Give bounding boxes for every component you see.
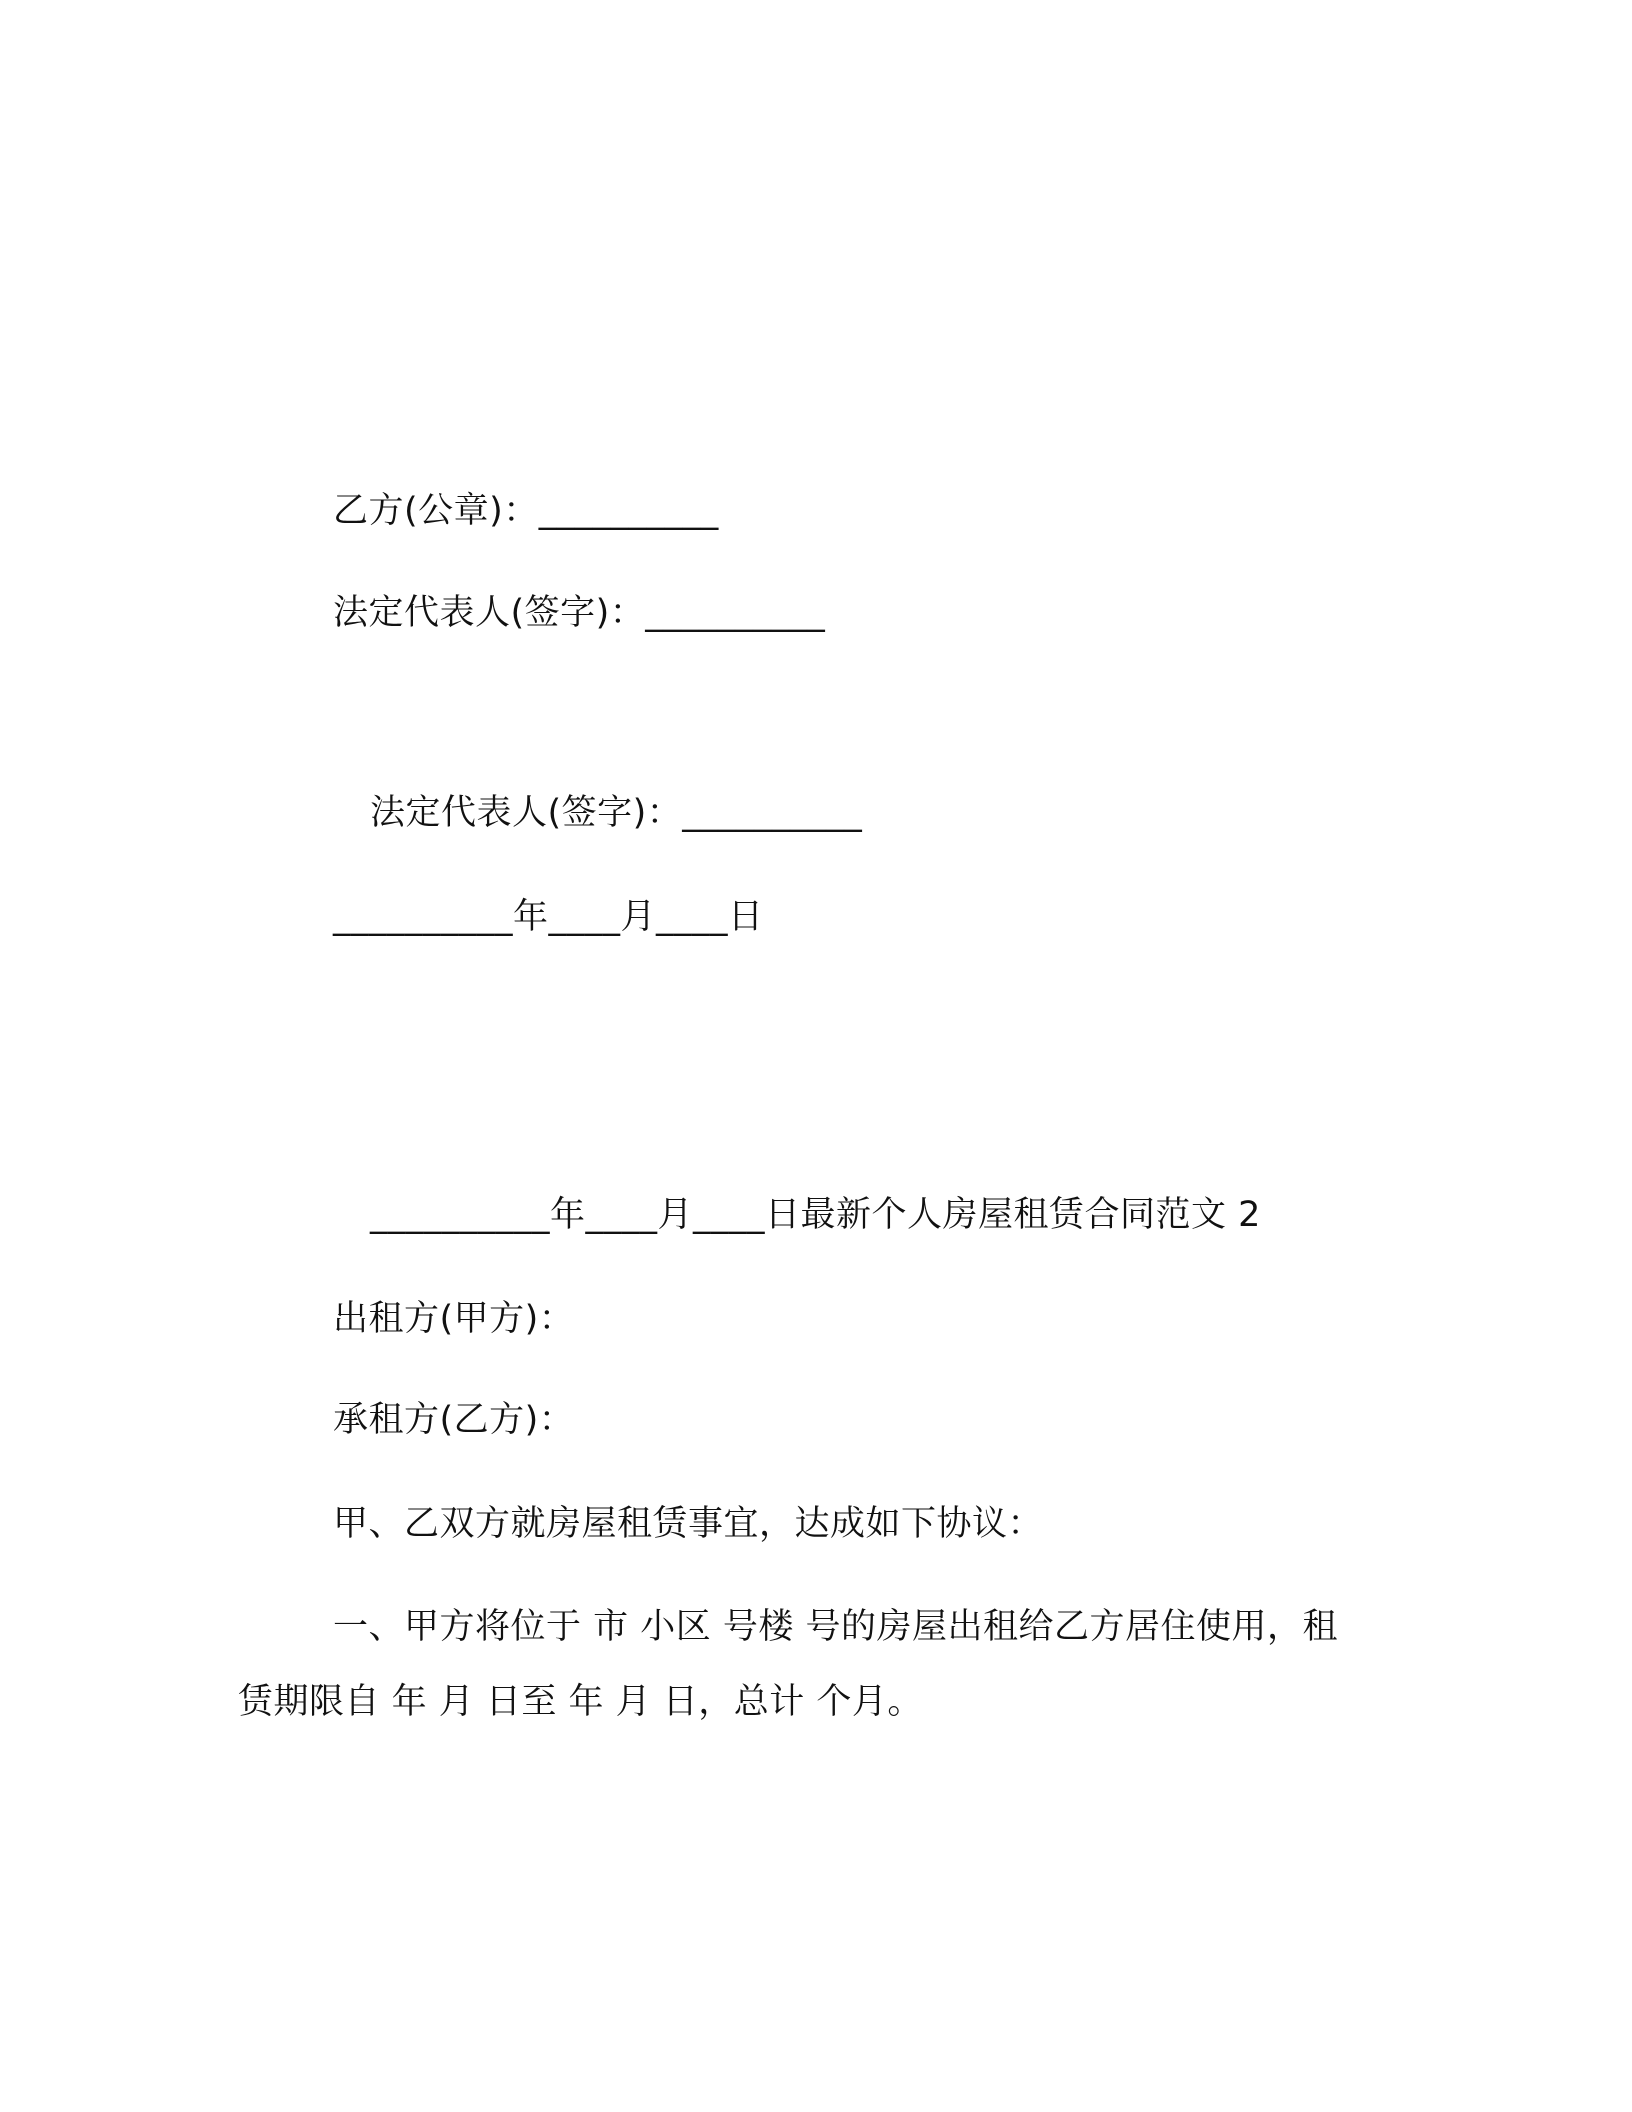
legal-rep-signature-line-1: 法定代表人(签字)：__________ (333, 593, 826, 633)
lessee-line: 承租方(乙方)： (333, 1400, 575, 1440)
party-b-seal-line: 乙方(公章)：__________ (333, 491, 719, 531)
clause-one-line-2: 赁期限自 年 月 日至 年 月 日，总计 个月。 (238, 1682, 923, 1722)
agreement-intro: 甲、乙双方就房屋租赁事宜，达成如下协议： (333, 1504, 1044, 1544)
lessor-line: 出租方(甲方)： (333, 1299, 575, 1339)
clause-one-line-1: 一、甲方将位于 市 小区 号楼 号的房屋出租给乙方居住使用，租 (333, 1607, 1339, 1647)
contract-title-line: __________年____月____日最新个人房屋租赁合同范文 2 (370, 1195, 1261, 1235)
date-line: __________年____月____日 (333, 897, 764, 937)
legal-rep-signature-line-2: 法定代表人(签字)：__________ (370, 793, 863, 833)
